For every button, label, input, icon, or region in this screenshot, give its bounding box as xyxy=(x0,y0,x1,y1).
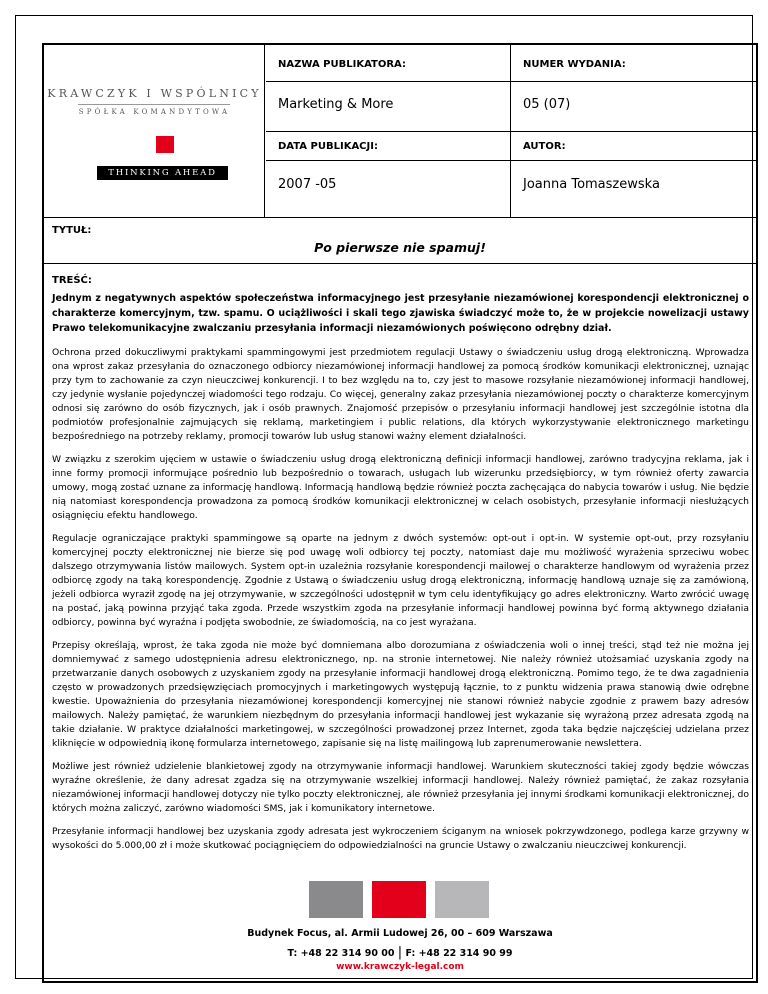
date-label: DATA PUBLIKACJI: xyxy=(278,141,378,152)
issue-value-cell xyxy=(511,82,756,132)
issue-label: NUMER WYDANIA: xyxy=(523,59,626,70)
content-label: TREŚĆ: xyxy=(52,275,92,286)
issue-value: 05 (07) xyxy=(523,97,571,112)
article-title: Po pierwsze nie spamuj! xyxy=(314,240,486,255)
logo-red-square-icon xyxy=(156,136,174,153)
title-row xyxy=(44,219,756,264)
footer-contacts xyxy=(44,945,756,960)
date-value-cell xyxy=(266,161,511,218)
footer-phone: T: +48 22 314 90 00 xyxy=(287,948,395,959)
body-paragraph: Regulacje ograniczające praktyki spammingowe są oparte na jednym z dwóch systemów: opt-out i opt-in. W systemie opt-out, przy rozsyłaniu komercyjnej poczty elektronicznej nie bierze się pod uwagę woli odbiorcy tej poczty, natomiast daje mu możliwość wyrażenia sprzeciwu wobec dalszego otrzymywania listów mailowych. System opt-in uzależnia rozsyłanie korespondencji mailowej o charakterze handlowym od wyrażenia przez odbiorcę zgody na taką korespondencję. Zgodnie z Ustawą o świadczeniu usług drogą elektroniczną, informację handlową uznaje się za zamówioną, jeżeli odbiorca wyraził zgodę na jej otrzymywanie, w szczególności udostępnił w tym celu identyfikujący go adres elektroniczny. Warto zwrócić uwagę na postać, jaką powinna przyjąć taka zgoda. Przede wszystkim zgoda na przesyłanie informacji handlowej powinna być formą aktywnego działania odbiorcy, powinna być wyraźna i podjęta swobodnie, ze świadomością, na co jest wyrażana. xyxy=(52,533,749,628)
page-outer-border xyxy=(15,15,753,979)
content-section xyxy=(52,275,749,862)
body-paragraph: Ochrona przed dokuczliwymi praktykami spammingowymi jest przedmiotem regulacji Ustawy o świadczeniu usług drogą elektroniczną. Wprowadza ona wprost zakaz przesyłania do oznaczonego odbiorcy niezamówionej informacji handlowej za pomocą środków komunikacji elektronicznej, uznając przy tym to zachowanie za czyn nieuczciwej konkurencji. I to bez względu na to, czy jest to masowe rozsyłanie niezamówionej informacji handlowej, czy jedynie wysłanie pojedynczej wiadomości tego rodzaju. Co więcej, generalny zakaz przesyłania niezamówionej poczty o charakterze komercyjnym odnosi się zarówno do osób fizycznych, jak i osób prawnych. Znajomość przepisów o przesyłaniu informacji handlowej jest szczególnie istotna dla podmiotów profesjonalnie zajmujących się reklamą, marketingiem i public relations, dla których wykorzystywanie elektronicznego marketingu bezpośredniego na potrzeby reklamy, promocji towarów lub usług stanowi ważny element działalności. xyxy=(52,347,749,442)
publisher-label-cell xyxy=(266,45,511,82)
document-frame xyxy=(42,43,758,983)
publisher-value: Marketing & More xyxy=(278,97,394,112)
body-paragraph: Przesyłanie informacji handlowej bez uzyskania zgody adresata jest wykroczeniem ściganym na wniosek pokrzywdzonego, podlega karze grzywny w wysokości do 5.000,00 zł i może skutkować pociągnięciem do odpowiedzialności na gruncie Ustawy o zwalczaniu nieuczciwej konkurencji. xyxy=(52,826,749,851)
header-table xyxy=(44,45,756,218)
author-label: AUTOR: xyxy=(523,141,566,152)
author-value-cell xyxy=(511,161,756,218)
body-paragraph: W związku z szerokim ujęciem w ustawie o świadczeniu usług drogą elektroniczną definicji informacji handlowej, zarówno tradycyjna reklama, jak i inne formy promocji informujące pośrednio lub bezpośrednio o towarach, usługach lub wizerunku przedsiębiorcy, w tym również oferty zawarcia umowy, mogą zostać uznane za informację handlową. Informacją handlową będzie również poczta zachęcająca do nabycia towarów i usług. Nie będzie nią natomiast korespondencja prowadzona za pomocą środków komunikacji elektronicznej w celach osobistych, przesyłanie informacji niesłużących osiągnięciu efektu handlowego. xyxy=(52,454,749,521)
footer-fax: F: +48 22 314 90 99 xyxy=(405,948,513,959)
footer-website-link[interactable]: www.krawczyk-legal.com xyxy=(336,962,464,972)
logo-cell xyxy=(44,45,265,218)
firm-name: KRAWCZYK I WSPÓLNICY xyxy=(47,87,262,100)
author-label-cell xyxy=(511,132,756,161)
date-label-cell xyxy=(266,132,511,161)
body-paragraph: Przepisy określają, wprost, że taka zgoda nie może być domniemana albo dorozumiana z oświadczenia woli o innej treści, stąd też nie można jej domniemywać z samego udostępnienia adresu elektronicznego, np. na stronie internetowej. Nie należy również utożsamiać uzyskania zgody na przetwarzanie danych osobowych z uzyskaniem zgody na przesyłanie informacji handlowej drogą elektroniczną. Pomimo tego, że te dwa zagadnienia często w prowadzonych przedsięwzięciach promocyjnych i marketingowych występują łącznie, to z punktu widzenia prawa stanowią dwie odrębne kwestie. Upoważnienia do przesyłania niezamówionej korespondencji komercyjnej nie stanowi również nabycie zgodnie z prawem bazy adresów mailowych. Należy pamiętać, że warunkiem niezbędnym do przesyłania informacji handlowej jest wykazanie się wyrażoną przez adresata zgodą na takie działanie. W praktyce działalności marketingowej, w szczególności prowadzonej przez Internet, zgoda taka będzie najczęściej udzielana przez kliknięcie w odpowiednią ikonę formularza internetowego, zapisanie się na listę mailingową lub zaprenumerowanie newslettera. xyxy=(52,640,749,749)
publisher-label: NAZWA PUBLIKATORA: xyxy=(278,59,406,70)
issue-label-cell xyxy=(511,45,756,82)
author-value: Joanna Tomaszewska xyxy=(523,177,660,192)
footer-square-gray-icon xyxy=(309,881,363,918)
footer-square-lightgray-icon xyxy=(435,881,489,918)
lead-paragraph: Jednym z negatywnych aspektów społeczeństwa informacyjnego jest przesyłanie niezamówionej korespondencji elektronicznej o charakterze komercyjnym, tzw. spamu. O uciążliwości i skali tego zjawiska świadczyć może to, że w projekcie nowelizacji ustawy Prawo telekomunikacyjne zwalczaniu przesyłania informacji niezamówionych poświęcono odrębny dział. xyxy=(52,293,749,334)
date-value: 2007 -05 xyxy=(278,177,337,192)
footer-square-red-icon xyxy=(372,881,426,918)
footer-separator: | xyxy=(397,945,403,960)
footer-address: Budynek Focus, al. Armii Ludowej 26, 00 – 609 Warszawa xyxy=(247,928,553,939)
tagline-badge: THINKING AHEAD xyxy=(97,166,228,180)
title-label: TYTUŁ: xyxy=(52,225,92,236)
publisher-value-cell xyxy=(266,82,511,132)
logo-divider xyxy=(78,104,230,105)
firm-type: SPÓŁKA KOMANDYTOWA xyxy=(78,108,231,116)
body-paragraph: Możliwe jest również udzielenie blankietowej zgody na otrzymywanie informacji handlowej. Warunkiem skuteczności takiej zgody będzie wówczas wyraźne określenie, że dany adresat zgadza się na otrzymywanie wszelkiej informacji handlowej. Należy również pamiętać, że zakaz rozsyłania niezamówionej informacji handlowej dotyczy nie tylko poczty elektronicznej, ale również przesyłania jej innymi środkami komunikacji elektronicznej, do których można zaliczyć, zarówno wiadomości SMS, jak i komunikatory internetowe. xyxy=(52,761,749,814)
